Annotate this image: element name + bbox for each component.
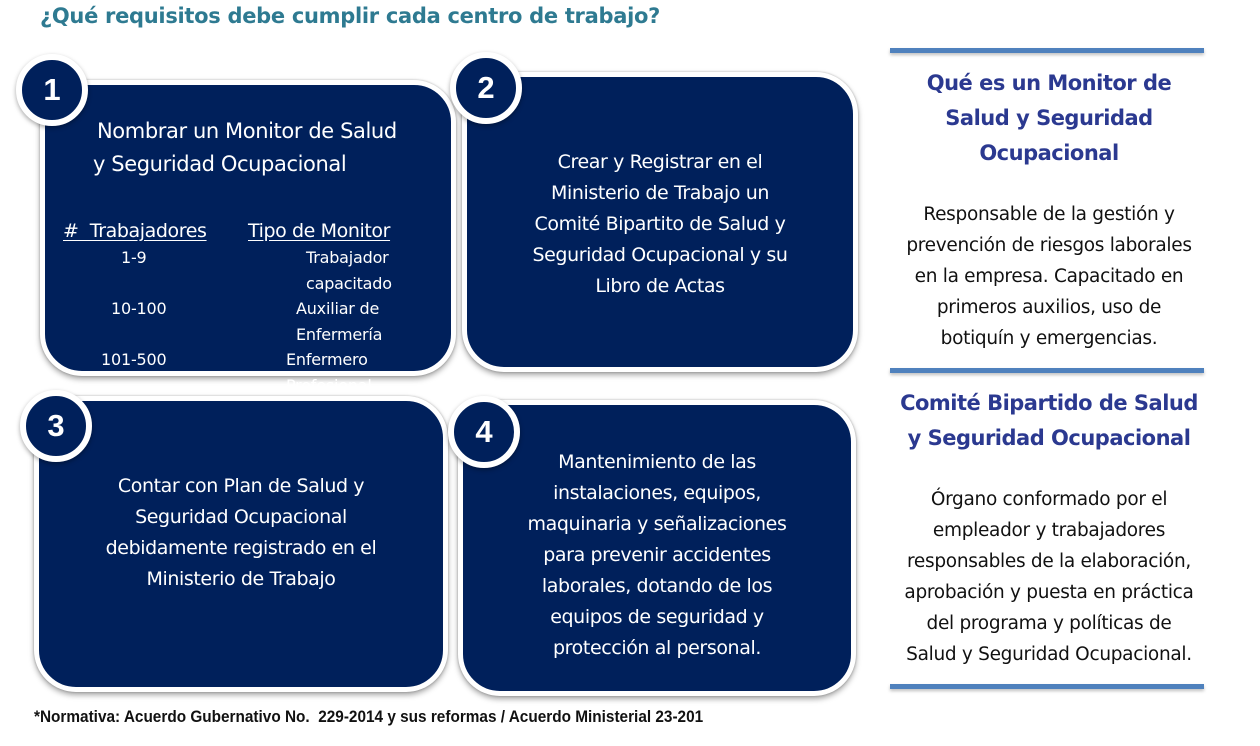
text-line: Crear y Registrar en el (557, 151, 763, 173)
header-tipo-monitor: Tipo de Monitor (248, 220, 391, 242)
heading-line: Ocupacional (979, 141, 1119, 165)
step-card-2 (462, 72, 858, 372)
divider-rule (890, 684, 1204, 689)
comite-heading (876, 386, 1222, 456)
cell-workers: 101-500 (101, 350, 167, 369)
text-line: Libro de Actas (595, 275, 725, 297)
body-line: botiquín y emergencias. (940, 328, 1158, 349)
heading-line: y Seguridad Ocupacional (907, 426, 1191, 450)
step-1-title-line: y Seguridad Ocupacional (93, 152, 347, 176)
text-line: para prevenir accidentes (543, 544, 771, 566)
body-line: del programa y políticas de (926, 613, 1172, 634)
step-1-title-line: Nombrar un Monitor de Salud (97, 119, 397, 143)
text-line: Contar con Plan de Salud y (117, 475, 365, 497)
comite-description (876, 484, 1222, 670)
step-number-badge-2: 2 (450, 52, 522, 124)
text-line: protección al personal. (553, 637, 761, 659)
text-line: Seguridad Ocupacional (135, 506, 347, 528)
body-line: prevención de riesgos laborales (906, 235, 1192, 256)
body-line: primeros auxilios, uso de (936, 297, 1162, 318)
table-header (63, 218, 443, 245)
text-line: instalaciones, equipos, (553, 482, 761, 504)
step-number-badge-4: 4 (448, 396, 520, 468)
step-card-1 (40, 80, 456, 395)
body-line: Salud y Seguridad Ocupacional. (906, 644, 1192, 665)
text-line: equipos de seguridad y (550, 606, 764, 628)
step-number-badge-1: 1 (16, 54, 88, 126)
body-line: Responsable de la gestión y (923, 204, 1175, 225)
body-line: Órgano conformado por el (930, 489, 1168, 510)
text-line: debidamente registrado en el (105, 537, 377, 559)
step-1-title (93, 115, 457, 181)
table-row (63, 347, 443, 398)
cell-workers: 10-100 (111, 299, 167, 318)
step-2-text (467, 147, 853, 302)
heading-line: Salud y Seguridad (945, 106, 1153, 130)
body-line: empleador y trabajadores (932, 520, 1166, 541)
step-number-badge-3: 3 (20, 390, 92, 462)
heading-line: Comité Bipartido de Salud (900, 391, 1198, 415)
heading-line: Qué es un Monitor de (926, 71, 1172, 95)
cell-monitor-type: Auxiliar de Enfermería (296, 299, 383, 344)
divider-rule (890, 368, 1204, 373)
monitor-table (63, 218, 443, 424)
text-line: Seguridad Ocupacional y su (532, 244, 788, 266)
text-line: Ministerio de Trabajo un (551, 182, 769, 204)
step-card-3 (34, 396, 448, 692)
body-line: en la empresa. Capacitado en (914, 266, 1184, 287)
text-line: Ministerio de Trabajo (146, 568, 336, 590)
text-line: Comité Bipartito de Salud y (534, 213, 786, 235)
table-row (63, 245, 443, 296)
text-line: laborales, dotando de los (541, 575, 773, 597)
table-row (63, 296, 443, 347)
header-trabajadores: # Trabajadores (63, 220, 207, 242)
cell-workers: 1-9 (121, 248, 147, 267)
text-line: maquinaria y señalizaciones (527, 513, 787, 535)
monitor-heading (876, 66, 1222, 171)
body-line: aprobación y puesta en práctica (904, 582, 1194, 603)
cell-monitor-type: Trabajador capacitado (306, 248, 392, 293)
footnote: *Normativa: Acuerdo Gubernativo No. 229-2014 y sus reformas / Acuerdo Ministerial 23-201 (34, 708, 704, 726)
page-title: ¿Qué requisitos debe cumplir cada centro de trabajo? (40, 4, 660, 28)
body-line: responsables de la elaboración, (907, 551, 1191, 572)
step-4-text (463, 447, 851, 664)
monitor-description (876, 199, 1222, 354)
divider-rule (890, 48, 1204, 53)
step-3-text (39, 471, 443, 595)
cell-monitor-type: Enfermero Profesional (286, 350, 372, 395)
text-line: Mantenimiento de las (558, 451, 756, 473)
